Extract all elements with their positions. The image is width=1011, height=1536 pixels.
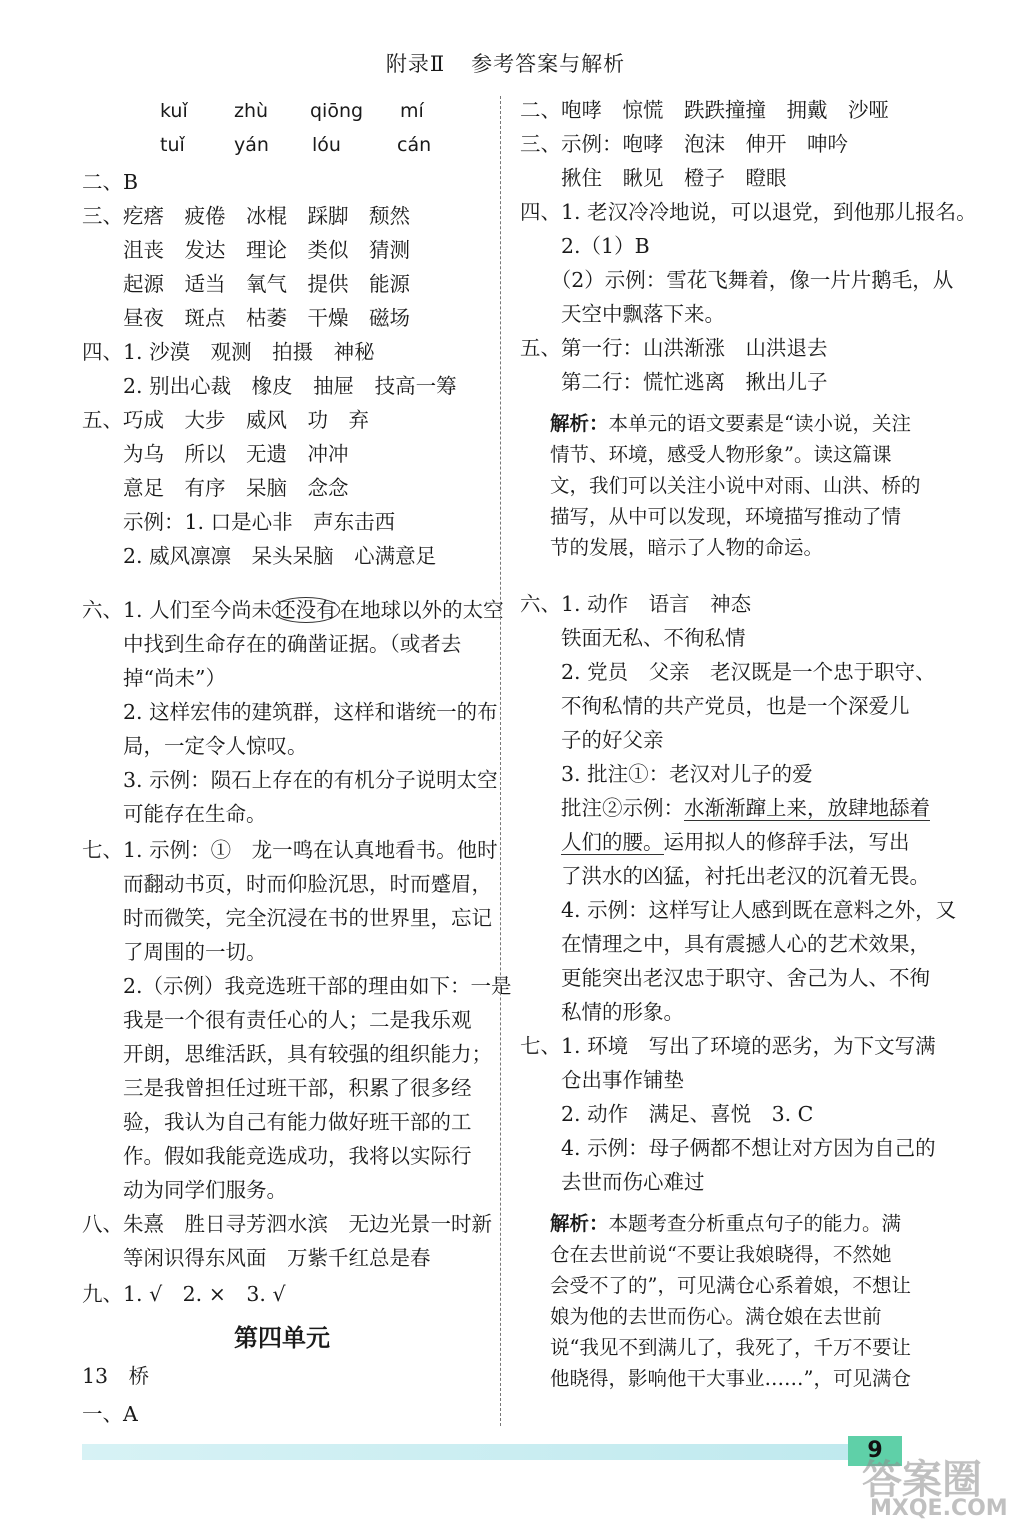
note-text: 情节、环境，感受人物形象”。读这篇课 bbox=[550, 443, 892, 466]
answer-line: 四、1. 沙漠 观测 拍摄 神秘 bbox=[82, 340, 375, 364]
pinyin: zhù bbox=[234, 100, 269, 122]
page-number: 9 bbox=[848, 1436, 902, 1466]
answer-line: 作。假如我能竞选成功，我将以实际行 bbox=[82, 1144, 472, 1168]
answer-line: 开朗，思维活跃，具有较强的组织能力； bbox=[82, 1042, 492, 1066]
answer-line: 五、巧成 大步 威风 功 弃 bbox=[82, 408, 369, 432]
answer-line: 示例：1. 口是心非 声东击西 bbox=[82, 510, 396, 534]
appendix-label: 附录Ⅱ bbox=[385, 52, 446, 76]
note-text: 节的发展，暗示了人物的命运。 bbox=[550, 536, 824, 559]
answer-line: 为乌 所以 无遗 冲冲 bbox=[82, 442, 349, 466]
note-text: 仓在去世前说“不要让我娘晓得，不然她 bbox=[550, 1243, 892, 1266]
text-span: 运用拟人的修辞手法，写出 bbox=[663, 830, 910, 854]
watermark-url: MXQE.COM bbox=[870, 1496, 1008, 1521]
analysis-label: 解析： bbox=[550, 1212, 609, 1235]
note-text: 娘为他的去世而伤心。满仓娘在去世前 bbox=[550, 1305, 882, 1328]
pinyin: tuǐ bbox=[160, 134, 185, 156]
answer-line: 沮丧 发达 理论 类似 猜测 bbox=[82, 238, 410, 262]
answer-line: 三、疙瘩 疲倦 冰棍 踩脚 颓然 bbox=[82, 204, 410, 228]
answer-line: 二、咆哮 惊慌 跌跌撞撞 拥戴 沙哑 bbox=[520, 98, 889, 122]
answer-line: 不徇私情的共产党员，也是一个深爱儿 bbox=[520, 694, 910, 718]
answer-line: 九、1. √ 2. × 3. √ bbox=[82, 1282, 286, 1306]
answer-line: 一、A bbox=[82, 1402, 138, 1426]
answer-line: 了周围的一切。 bbox=[82, 940, 267, 964]
analysis-label: 解析： bbox=[550, 412, 609, 435]
answer-line: 3. 示例：陨石上存在的有机分子说明太空 bbox=[82, 768, 498, 792]
pinyin: mí bbox=[400, 100, 424, 122]
note-text: 会受不了的”，可见满仓心系着娘，不想让 bbox=[550, 1274, 911, 1297]
unit-title: 第四单元 bbox=[234, 1324, 330, 1352]
answer-line: 时而微笑，完全沉浸在书的世界里，忘记 bbox=[82, 906, 492, 930]
answer-line: （2）示例：雪花飞舞着，像一片片鹅毛，从 bbox=[520, 268, 954, 292]
pinyin: cán bbox=[397, 134, 432, 156]
answer-line: 2.（1）B bbox=[520, 234, 650, 258]
answer-line: 在情理之中，具有震撼人心的艺术效果， bbox=[520, 932, 930, 956]
circled-correction: 还没有 bbox=[272, 597, 340, 623]
note-text: 文，我们可以关注小说中对雨、山洪、桥的 bbox=[550, 474, 921, 497]
answer-line: 3. 批注①：老汉对儿子的爱 bbox=[520, 762, 813, 786]
answer-line bbox=[82, 596, 504, 624]
answer-line: 可能存在生命。 bbox=[82, 802, 267, 826]
pinyin: qiōng bbox=[310, 100, 364, 122]
answer-line: 四、1. 老汉冷冷地说，可以退党，到他那儿报名。 bbox=[520, 200, 977, 224]
answer-line: 更能突出老汉忠于职守、舍己为人、不徇 bbox=[520, 966, 930, 990]
note-text: 说“我见不到满儿了，我死了，千万不要让 bbox=[550, 1336, 911, 1359]
answer-line: 动为同学们服务。 bbox=[82, 1178, 287, 1202]
header-title: 参考答案与解析 bbox=[471, 52, 626, 76]
answer-line: 揪住 瞅见 橙子 瞪眼 bbox=[520, 166, 787, 190]
answer-line: 了洪水的凶猛，衬托出老汉的沉着无畏。 bbox=[520, 864, 930, 888]
answer-line: 验，我认为自己有能力做好班干部的工 bbox=[82, 1110, 472, 1134]
pinyin: yán bbox=[234, 134, 269, 156]
answer-line: 去世而伤心难过 bbox=[520, 1170, 705, 1194]
underlined-quote: 人们的腰。 bbox=[561, 830, 664, 854]
answer-line: 昼夜 斑点 枯萎 干燥 磁场 bbox=[82, 306, 410, 330]
note-text: 他晓得，影响他干大事业……”，可见满仓 bbox=[550, 1367, 911, 1390]
answer-line: 中找到生命存在的确凿证据。（或者去 bbox=[82, 632, 462, 656]
answer-line: 2.（示例）我竞选班干部的理由如下：一是 bbox=[82, 974, 512, 998]
answer-line: 2. 别出心裁 橡皮 抽屉 技高一筹 bbox=[82, 374, 457, 398]
answer-line: 三、示例：咆哮 泡沫 伸开 呻吟 bbox=[520, 132, 848, 156]
text-span: 六、1. 人们至今尚未 bbox=[82, 598, 273, 622]
page-header bbox=[0, 48, 1011, 78]
answer-line: 等闲识得东风面 万紫千红总是春 bbox=[82, 1246, 431, 1270]
note-text: 本题考查分析重点句子的能力。满 bbox=[608, 1212, 902, 1235]
answer-line: 起源 适当 氧气 提供 能源 bbox=[82, 272, 410, 296]
text-span: 批注②示例： bbox=[520, 796, 684, 820]
answer-line: 六、1. 动作 语言 神态 bbox=[520, 592, 752, 616]
analysis-note-2 bbox=[550, 1208, 930, 1239]
answer-line: 我是一个很有责任心的人；二是我乐观 bbox=[82, 1008, 472, 1032]
answer-line: 七、1. 环境 写出了环境的恶劣，为下文写满 bbox=[520, 1034, 936, 1058]
answer-line: 仓出事作铺垫 bbox=[520, 1068, 684, 1092]
footer-band bbox=[82, 1444, 862, 1460]
answer-line bbox=[520, 794, 930, 822]
text-span: 在地球以外的太空 bbox=[339, 598, 504, 622]
pinyin: kuǐ bbox=[160, 100, 188, 122]
answer-line: 三是我曾担任过班干部，积累了很多经 bbox=[82, 1076, 472, 1100]
analysis-note-1 bbox=[550, 408, 930, 439]
answer-line: 4. 示例：这样写让人感到既在意料之外，又 bbox=[520, 898, 957, 922]
answer-line: 七、1. 示例：① 龙一鸣在认真地看书。他时 bbox=[82, 838, 498, 862]
answer-line: 2. 党员 父亲 老汉既是一个忠于职守、 bbox=[520, 660, 936, 684]
underlined-quote: 水渐渐蹿上来，放肆地舔着 bbox=[684, 796, 930, 820]
answer-line: 4. 示例：母子俩都不想让对方因为自己的 bbox=[520, 1136, 936, 1160]
answer-line: 天空中飘落下来。 bbox=[520, 302, 725, 326]
answer-line: 而翻动书页，时而仰脸沉思，时而蹙眉， bbox=[82, 872, 492, 896]
answer-line: 二、B bbox=[82, 170, 139, 194]
answer-line: 2. 这样宏伟的建筑群，这样和谐统一的布 bbox=[82, 700, 498, 724]
note-text: 本单元的语文要素是“读小说，关注 bbox=[608, 412, 911, 435]
answer-line: 私情的形象。 bbox=[520, 1000, 684, 1024]
answer-line: 八、朱熹 胜日寻芳泗水滨 无边光景一时新 bbox=[82, 1212, 492, 1236]
watermark-logo: 答案圈 bbox=[862, 1457, 982, 1503]
answer-line: 五、第一行：山洪渐涨 山洪退去 bbox=[520, 336, 828, 360]
pinyin: lóu bbox=[312, 134, 341, 156]
lesson-title: 13 桥 bbox=[82, 1364, 150, 1388]
answer-line: 2. 威风凛凛 呆头呆脑 心满意足 bbox=[82, 544, 437, 568]
answer-line: 局，一定令人惊叹。 bbox=[82, 734, 308, 758]
answer-line: 铁面无私、不徇私情 bbox=[520, 626, 746, 650]
note-text: 描写，从中可以发现，环境描写推动了情 bbox=[550, 505, 902, 528]
answer-line: 子的好父亲 bbox=[520, 728, 664, 752]
answer-line: 意足 有序 呆脑 念念 bbox=[82, 476, 349, 500]
answer-line: 掉“尚未”） bbox=[82, 666, 226, 690]
answer-line: 第二行：慌忙逃离 揪出儿子 bbox=[520, 370, 828, 394]
answer-line: 2. 动作 满足、喜悦 3. C bbox=[520, 1102, 814, 1126]
answer-line bbox=[520, 828, 910, 856]
column-divider bbox=[500, 96, 501, 1426]
